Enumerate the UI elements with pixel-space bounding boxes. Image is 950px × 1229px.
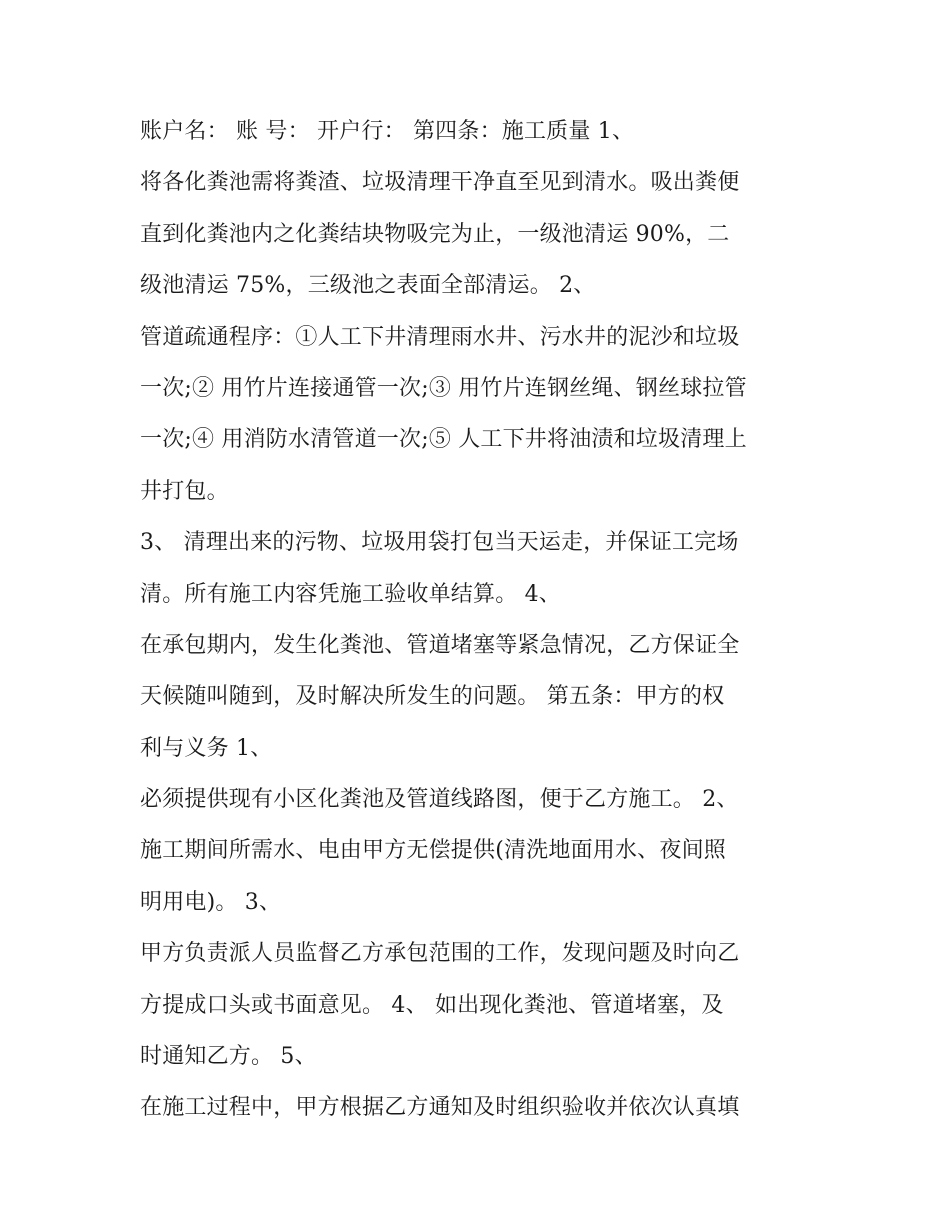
text-line: 一次;④ 用消防水清管道一次;⑤ 人工下井将油渍和垃圾清理上 bbox=[140, 427, 747, 453]
text-line: 时通知乙方。 5、 bbox=[140, 1044, 317, 1070]
text-line: 利与义务 1、 bbox=[140, 735, 273, 761]
text-line: 甲方负责派人员监督乙方承包范围的工作，发现问题及时向乙 bbox=[140, 941, 740, 967]
text-line: 3、 清理出来的污物、垃圾用袋打包当天运走，并保证工完场 bbox=[140, 530, 739, 556]
text-line: 天候随叫随到，及时解决所发生的问题。 第五条：甲方的权 bbox=[140, 684, 725, 710]
text-line: 一次;② 用竹片连接通管一次;③ 用竹片连钢丝绳、钢丝球拉管 bbox=[140, 375, 747, 401]
text-line: 在施工过程中，甲方根据乙方通知及时组织验收并依次认真填 bbox=[140, 1095, 740, 1121]
text-line: 施工期间所需水、电由甲方无偿提供(清洗地面用水、夜间照 bbox=[140, 838, 726, 864]
text-line: 方提成口头或书面意见。 4、 如出现化粪池、管道堵塞，及 bbox=[140, 992, 724, 1018]
text-line: 账户名： 账 号： 开户行： 第四条：施工质量 1、 bbox=[140, 119, 635, 144]
text-line: 管道疏通程序：①人工下井清理雨水井、污水井的泥沙和垃圾 bbox=[140, 324, 740, 350]
text-line: 清。所有施工内容凭施工验收单结算。 4、 bbox=[140, 581, 561, 607]
text-line: 必须提供现有小区化粪池及管道线路图，便于乙方施工。 2、 bbox=[140, 787, 739, 813]
text-line: 级池清运 75%，三级池之表面全部清运。 2、 bbox=[140, 273, 596, 299]
text-line: 在承包期内，发生化粪池、管道堵塞等紧急情况，乙方保证全 bbox=[140, 632, 740, 658]
text-line: 将各化粪池需将粪渣、垃圾清理干净直至见到清水。吸出粪便 bbox=[140, 170, 740, 196]
text-line: 直到化粪池内之化粪结块物吸完为止，一级池清运 90%，二 bbox=[140, 221, 730, 247]
document-body bbox=[140, 106, 820, 1134]
text-line: 明用电)。 3、 bbox=[140, 889, 282, 915]
text-line: 井打包。 bbox=[140, 478, 229, 504]
